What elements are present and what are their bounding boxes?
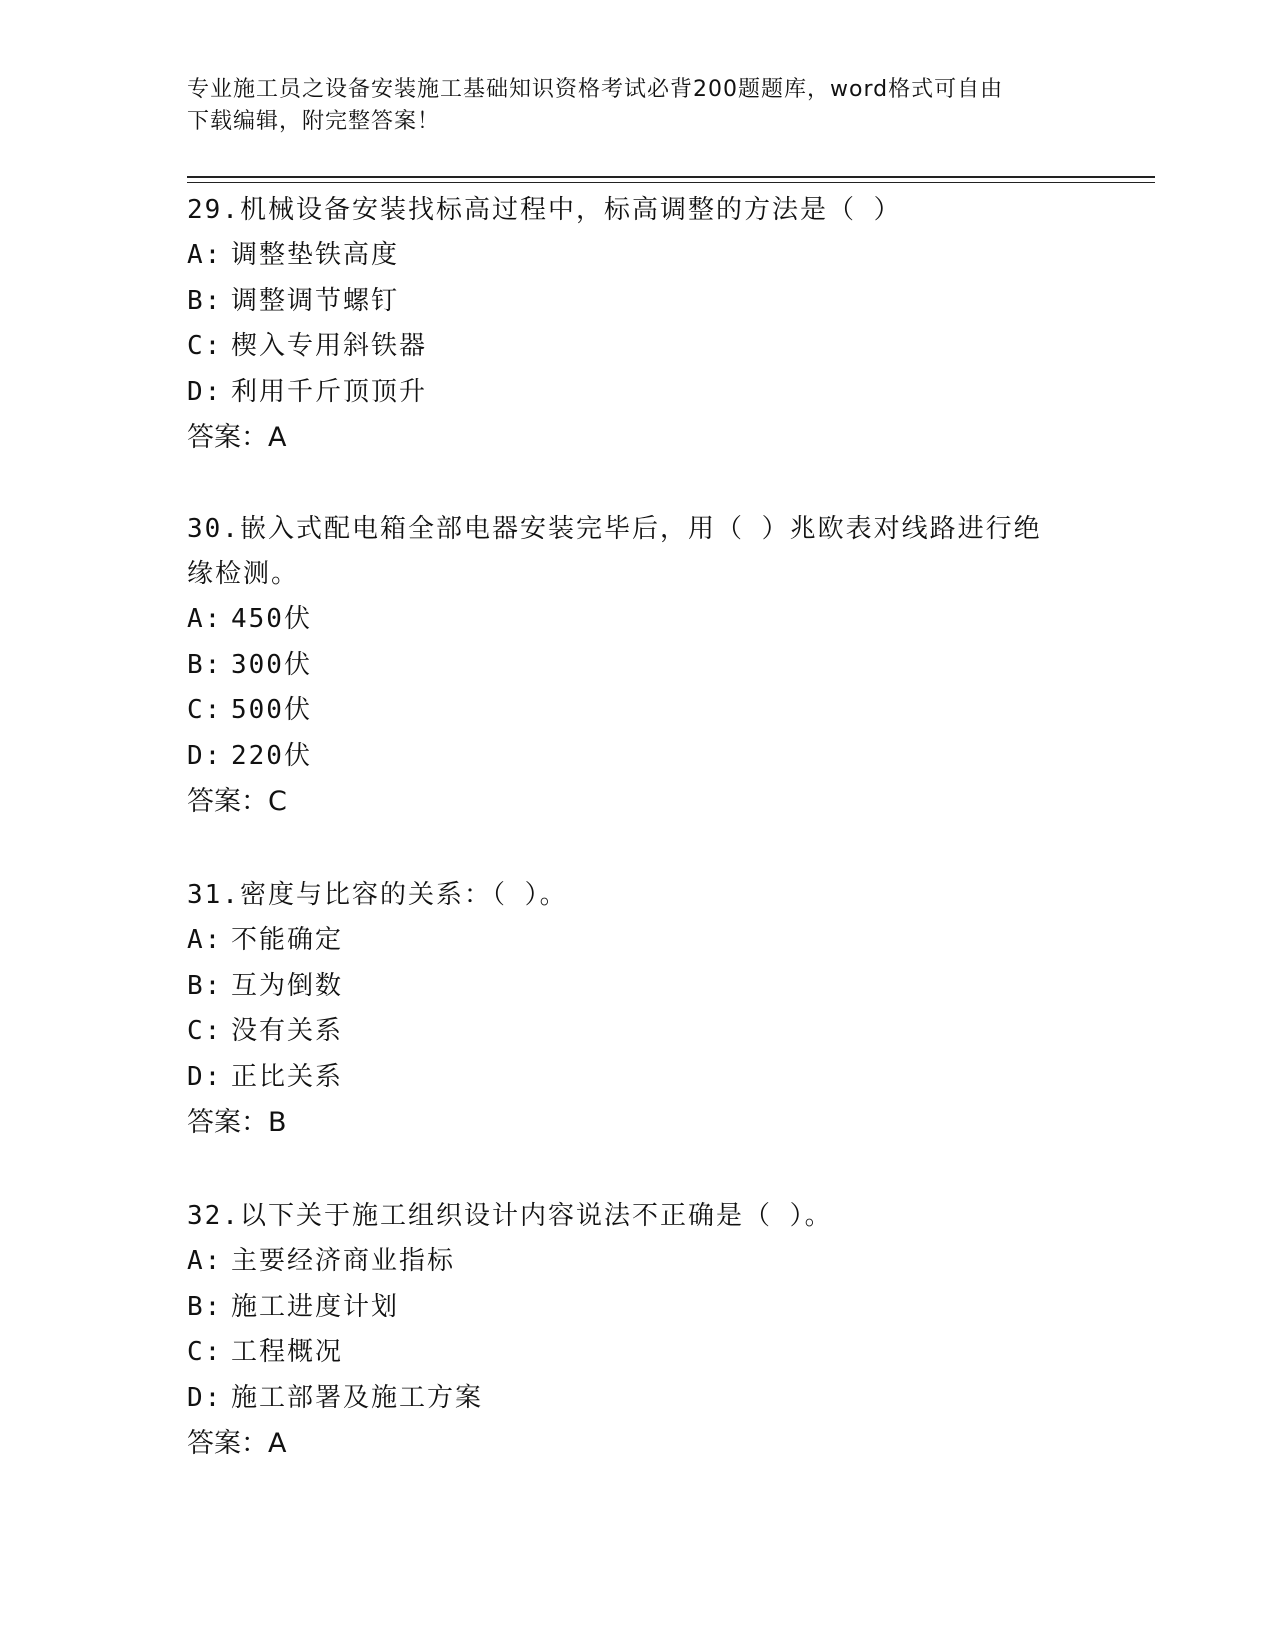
option-text: 楔入专用斜铁器	[231, 331, 428, 361]
question-stem: 32.以下关于施工组织设计内容说法不正确是（ ）。	[187, 1201, 833, 1231]
option-letter: D:	[187, 1061, 223, 1092]
option-text: 450伏	[231, 604, 312, 634]
question-stem: 31.密度与比容的关系：（ ）。	[187, 880, 568, 910]
option-letter: C:	[187, 331, 223, 361]
option-text: 施工部署及施工方案	[231, 1382, 484, 1413]
answer-line: 答案：A	[187, 422, 287, 453]
option-text: 没有关系	[231, 1016, 344, 1046]
option-text: 施工进度计划	[231, 1291, 400, 1322]
answer-line: 答案：A	[187, 1428, 287, 1459]
option-text: 调整垫铁高度	[231, 240, 400, 270]
option-c	[187, 1009, 1067, 1055]
option-text: 220伏	[231, 740, 312, 771]
option-letter: D:	[187, 376, 223, 407]
option-letter: A:	[187, 925, 223, 955]
option-letter: B:	[187, 649, 223, 680]
option-text: 调整调节螺钉	[231, 285, 400, 316]
option-c	[187, 1330, 1067, 1376]
header-line-2: 下载编辑，附完整答案！	[187, 109, 441, 134]
question-31	[187, 873, 1067, 1145]
option-letter: C:	[187, 695, 223, 725]
answer-line: 答案：C	[187, 786, 287, 817]
option-c	[187, 324, 1067, 370]
option-a	[187, 597, 1067, 643]
header-line-1: 专业施工员之设备安装施工基础知识资格考试必背200题题库，word格式可自由	[187, 77, 1004, 102]
option-letter: D:	[187, 1382, 223, 1413]
option-letter: A:	[187, 240, 223, 270]
option-a	[187, 1239, 1067, 1285]
option-text: 互为倒数	[231, 970, 344, 1001]
option-letter: D:	[187, 740, 223, 771]
option-text: 正比关系	[231, 1061, 344, 1092]
option-letter: B:	[187, 285, 223, 316]
option-text: 工程概况	[231, 1337, 344, 1367]
option-letter: B:	[187, 970, 223, 1001]
option-d	[187, 1055, 1067, 1101]
option-a	[187, 918, 1067, 964]
option-b	[187, 643, 1067, 689]
option-text: 利用千斤顶顶升	[231, 376, 428, 407]
header-divider-bottom	[187, 182, 1155, 183]
option-text: 500伏	[231, 695, 312, 725]
option-letter: A:	[187, 1246, 223, 1276]
option-b	[187, 964, 1067, 1010]
option-d	[187, 370, 1067, 416]
option-text: 300伏	[231, 649, 312, 680]
question-30	[187, 507, 1067, 824]
question-stem: 29.机械设备安装找标高过程中，标高调整的方法是（ ）	[187, 195, 902, 225]
question-stem: 30.嵌入式配电箱全部电器安装完毕后，用（ ）兆欧表对线路进行绝缘检测。	[187, 514, 1042, 589]
option-b	[187, 279, 1067, 325]
option-d	[187, 1376, 1067, 1422]
option-letter: C:	[187, 1337, 223, 1367]
option-letter: A:	[187, 604, 223, 634]
document-header	[187, 74, 1067, 138]
header-divider-top	[187, 176, 1155, 178]
question-29	[187, 188, 1067, 460]
option-text: 主要经济商业指标	[231, 1246, 456, 1276]
option-text: 不能确定	[231, 925, 344, 955]
option-letter: B:	[187, 1291, 223, 1322]
answer-line: 答案：B	[187, 1107, 287, 1138]
option-letter: C:	[187, 1016, 223, 1046]
option-b	[187, 1285, 1067, 1331]
option-a	[187, 233, 1067, 279]
option-c	[187, 688, 1067, 734]
option-d	[187, 734, 1067, 780]
question-32	[187, 1194, 1067, 1466]
